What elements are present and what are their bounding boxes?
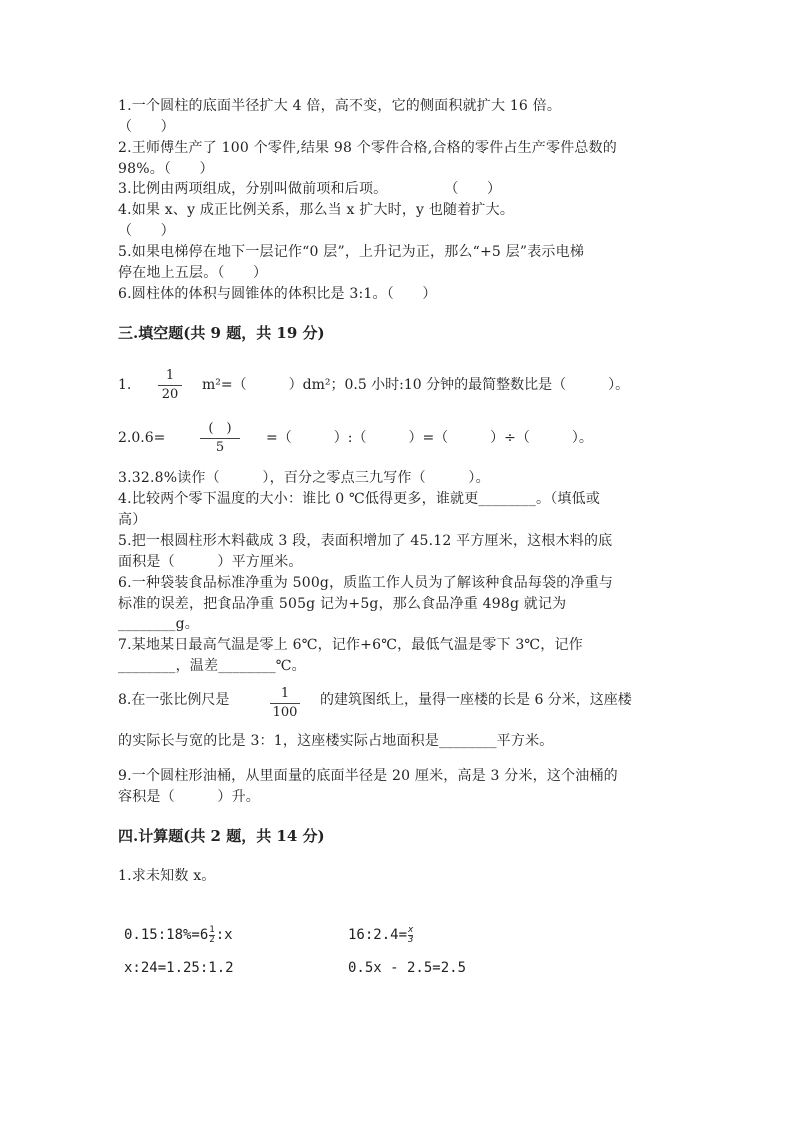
equation-2-denominator: 3 (408, 934, 414, 945)
fill-line-7b: ________，温差________℃。 (118, 658, 306, 674)
section-4-title: 四.计算题(共 2 题，共 14 分) (118, 827, 325, 845)
fill-q2-fraction (200, 421, 240, 456)
fill-line-4a: 4.比较两个零下温度的大小：谁比 0 ℃低得更多，谁就更________。（填低或 (118, 491, 601, 507)
fill-line-5b: 面积是（ ）平方厘米。 (118, 554, 303, 570)
fill-q1-prefix: 1. (118, 377, 132, 393)
equation-1-denominator: 2 (209, 934, 215, 945)
fill-line-5a: 5.把一根圆柱形木料截成 3 段，表面积增加了 45.12 平方厘米，这根木料的底 (118, 533, 613, 549)
fill-q8-rest: 的建筑图纸上，量得一座楼的长是 6 分米，这座楼 (320, 692, 632, 708)
fill-q8-line2: 的实际长与宽的比是 3：1，这座楼实际占地面积是________平方米。 (118, 733, 554, 749)
equation-2 (348, 925, 414, 945)
equation-1-numerator: 1 (209, 924, 215, 935)
equation-3: x:24=1.25:1.2 (124, 960, 234, 976)
judge-line-2: （ ） (118, 119, 175, 135)
fill-line-6b: 标准的误差，把食品净重 505g 记为+5g，那么食品净重 498g 就记为 (118, 596, 567, 612)
fraction-bar (270, 703, 300, 704)
fill-q8-numerator: 1 (280, 686, 290, 701)
judge-line-6: 4.如果 x、y 成正比例关系，那么当 x 扩大时，y 也随着扩大。 (118, 202, 515, 218)
judge-line-10: 6.圆柱体的体积与圆锥体的体积比是 3:1。（ ） (118, 286, 437, 302)
fill-line-6a: 6.一种袋装食品标准净重为 500g，质监工作人员为了解该种食品每袋的净重与 (118, 575, 614, 591)
equation-1-left: 0.15:18%=6 (124, 927, 209, 943)
fill-line-7a: 7.某地某日最高气温是零上 6℃，记作+6℃，最低气温是零下 3℃，记作 (118, 637, 583, 653)
fill-q8-fraction (270, 686, 300, 721)
fill-q1-rest: m²=（ ）dm²；0.5 小时:10 分钟的最简整数比是（ ）。 (202, 377, 630, 393)
judge-line-9: 停在地上五层。（ ） (118, 265, 268, 281)
fill-q2-rest: =（ ）:（ ）=（ ）÷（ ）。 (266, 430, 593, 446)
judge-line-4: 98%。（ ） (118, 161, 214, 177)
equation-4: 0.5x - 2.5=2.5 (348, 960, 467, 976)
judge-line-8: 5.如果电梯停在地下一层记作“0 层”，上升记为正，那么“+5 层”表示电梯 (118, 244, 585, 260)
fill-q1-fraction (158, 368, 182, 403)
fill-line-9b: 容积是（ ）升。 (118, 789, 260, 805)
fill-q2-denominator: 5 (215, 440, 225, 455)
equation-2-left: 16:2.4= (348, 927, 408, 943)
equation-1-right: :x (215, 927, 233, 943)
calc-intro: 1.求未知数 x。 (118, 868, 216, 884)
fill-q1-denominator: 20 (161, 387, 179, 402)
fraction-bar (158, 385, 182, 386)
fill-line-4b: 高） (118, 512, 147, 528)
judge-line-3: 2.王师傅生产了 100 个零件,结果 98 个零件合格,合格的零件占生产零件总数的 (118, 140, 617, 156)
fraction-bar (200, 438, 240, 439)
fill-q2-numerator: ( ) (208, 421, 232, 436)
fill-line-6c: ________g。 (118, 616, 199, 632)
judge-line-1: 1.一个圆柱的底面半径扩大 4 倍，高不变，它的侧面积就扩大 16 倍。 (118, 98, 562, 114)
equation-1-fraction (209, 926, 214, 945)
fill-q8-denominator: 100 (272, 705, 298, 720)
judge-line-5: 3.比例由两项组成，分别叫做前项和后项。 （ ） (118, 181, 502, 197)
fill-line-9a: 9.一个圆柱形油桶，从里面量的底面半径是 20 厘米，高是 3 分米，这个油桶的 (118, 768, 618, 784)
fill-q8-prefix: 8.在一张比例尺是 (118, 692, 230, 708)
equation-2-numerator: x (408, 924, 414, 935)
fill-q1-numerator: 1 (165, 368, 175, 383)
equation-1 (124, 925, 233, 945)
section-3-title: 三.填空题(共 9 题，共 19 分) (118, 324, 325, 342)
fill-q2-prefix: 2.0.6= (118, 430, 166, 446)
fill-line-3: 3.32.8%读作（ ），百分之零点三九写作（ ）。 (118, 470, 490, 486)
judge-line-7: （ ） (118, 223, 175, 239)
equation-2-fraction (408, 926, 413, 945)
